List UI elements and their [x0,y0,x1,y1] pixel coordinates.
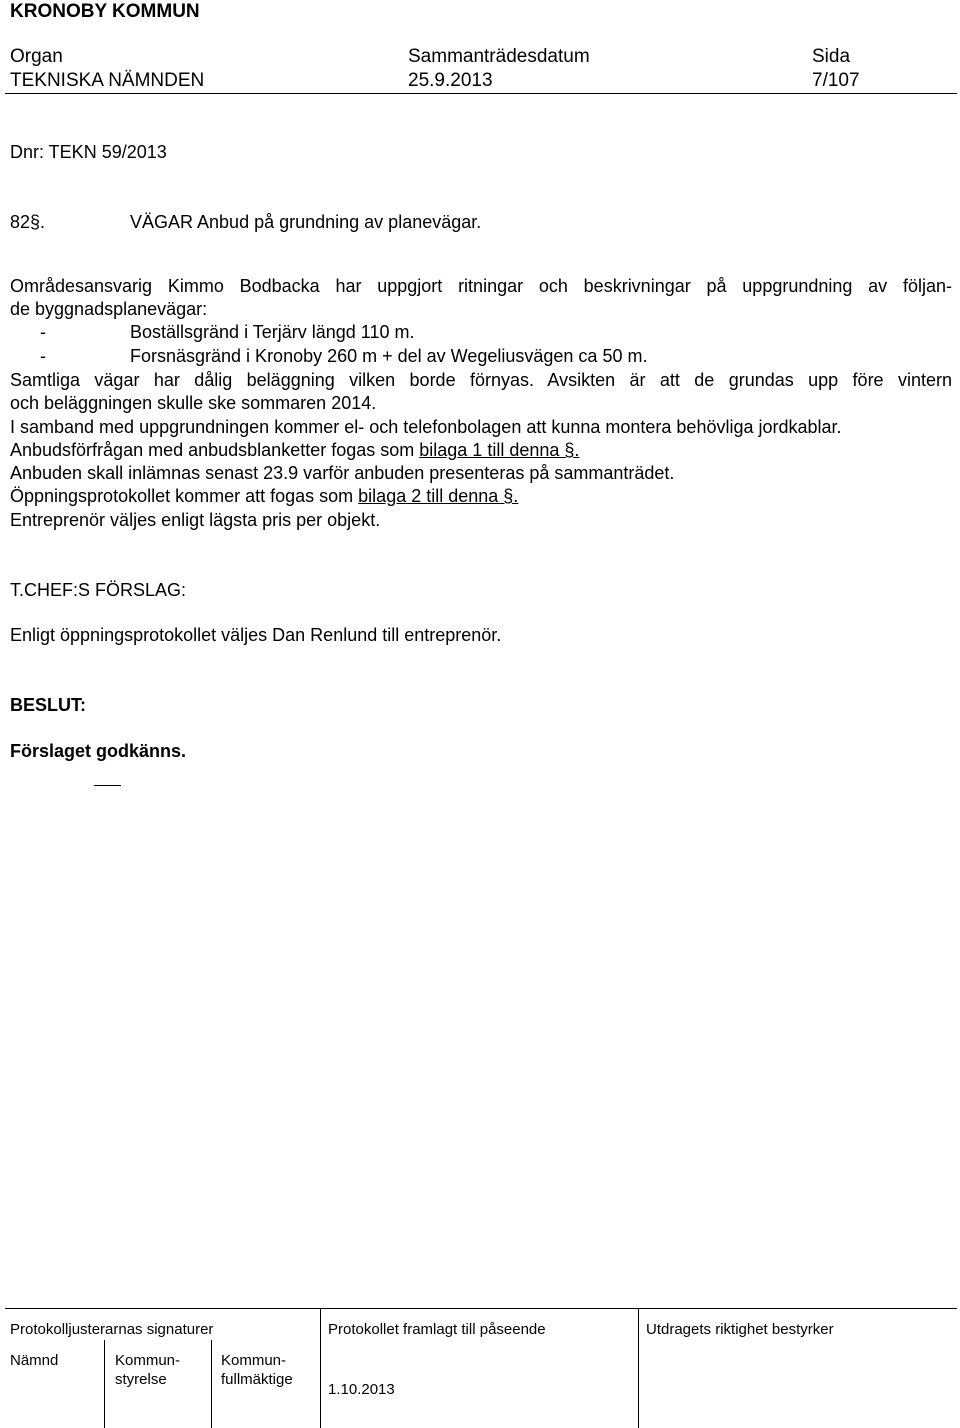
footer-divider [5,1308,957,1309]
list-item-dash: - [40,346,46,366]
page-number: 7/107 [812,70,860,91]
end-rule [94,785,121,786]
signature-kommunstyrelse-cont: styrelse [115,1371,167,1388]
footer-column-divider [638,1308,639,1428]
posted-date: 1.10.2013 [328,1381,395,1398]
oppningsprotokoll-text: Öppningsprotokollet kommer att fogas som [10,486,359,506]
header-divider [5,93,957,94]
decision-text: Förslaget godkänns. [10,741,187,761]
meeting-date-value: 25.9.2013 [408,70,493,91]
section-sign: §. [30,212,46,232]
municipality-name: KRONOBY KOMMUN [10,1,200,22]
section-title: VÄGAR Anbud på grundning av planevägar. [130,212,482,232]
signature-box-divider [211,1340,212,1428]
signature-namnd: Nämnd [10,1352,59,1369]
paragraph-samtliga: Samtliga vägar har dålig beläggning vilken borde förnyas. Avsikten är att de grundas upp före vintern [10,370,952,390]
signature-box-divider [104,1340,105,1428]
paragraph-belaggningen: och beläggningen skulle ske sommaren 2014. [10,393,377,413]
paragraph-entreprenor: Entreprenör väljes enligt lägsta pris per objekt. [10,510,381,530]
paragraph-line-1: Områdesansvarig Kimmo Bodbacka har uppgjort ritningar och beskrivningar på uppgrundning av följan- [10,276,952,296]
case-number: Dnr: TEKN 59/2013 [10,142,167,162]
footer-column-divider [320,1308,321,1428]
proposal-text: Enligt öppningsprotokollet väljes Dan Renlund till entreprenör. [10,625,502,645]
attachment-2-reference: bilaga 2 till denna §. [358,486,519,506]
list-item: Forsnäsgränd i Kronoby 260 m + del av Wegeliusvägen ca 50 m. [130,346,648,366]
anbudsforfragan-text: Anbudsförfrågan med anbudsblanketter fogas som [10,440,420,460]
paragraph-anbudsforfragan [10,439,579,462]
organ-label: Organ [10,46,63,67]
page-label: Sida [812,46,851,67]
paragraph-anbuden: Anbuden skall inlämnas senast 23.9 varför anbuden presenteras på sammanträdet. [10,463,675,483]
paragraph-samband: I samband med uppgrundningen kommer el- och telefonbolagen att kunna montera behövliga jordkablar. [10,417,842,437]
list-item: Boställsgränd i Terjärv längd 110 m. [130,322,415,342]
paragraph-oppningsprotokoll [10,485,518,508]
list-item-dash: - [40,322,46,342]
signature-kommunstyrelse: Kommun- [115,1352,181,1369]
decision-heading: BESLUT: [10,695,86,715]
signature-fullmaktige: Kommun- [221,1352,287,1369]
paragraph-line-2: de byggnadsplanevägar: [10,299,208,319]
organ-value: TEKNISKA NÄMNDEN [10,70,205,91]
proposal-heading: T.CHEF:S FÖRSLAG: [10,580,187,600]
signature-fullmaktige-cont: fullmäktige [221,1371,293,1388]
section-number-line [10,211,45,234]
extract-label: Utdragets riktighet bestyrker [646,1321,834,1338]
meeting-date-label: Sammanträdesdatum [408,46,590,67]
posted-label: Protokollet framlagt till påseende [328,1321,546,1338]
attachment-1-reference: bilaga 1 till denna §. [419,440,580,460]
signatures-label: Protokolljusterarnas signaturer [10,1321,214,1338]
section-number: 82 [10,212,31,232]
